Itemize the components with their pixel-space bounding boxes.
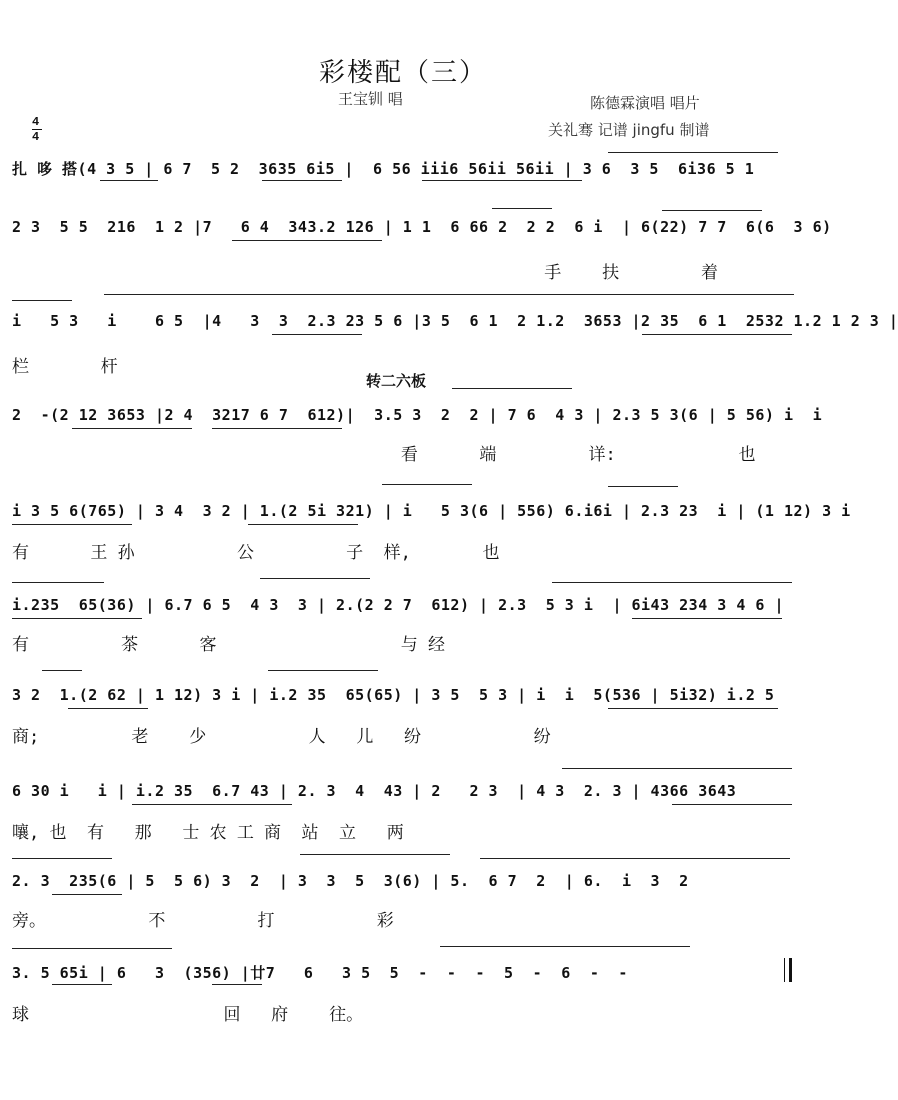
transition-marker: 转二六板 [366,372,427,390]
notes-line: i.235 65(36) | 6.7 6 5 4 3 3 | 2.(2 2 7 612) | 2.3 5 3 i | 6i43 234 3 4 6 | [12,596,784,614]
notes-line: 2 -(2 12 3653 |2 4 3217 6 7 612)| 3.5 3 2 2 | 7 6 4 3 | 2.3 5 3(6 | 5 56) i i [12,406,823,424]
lyrics-line: 旁。 不 打 彩 [12,911,394,931]
lyrics-line: 球 回 府 往。 [12,1005,364,1025]
time-signature-bottom: 4 [32,130,40,144]
transcriber-credit: 关礼骞 记谱 jingfu 制谱 [548,121,710,139]
performer-credit: 陈德霖演唱 唱片 [590,94,700,112]
notes-line: i 5 3 i 6 5 |4 3 3 2.3 23 5 6 |3 5 6 1 2 1.2 3653 |2 35 6 1 2532 1.2 1 2 3 | [12,312,898,330]
singer-credit: 王宝钏 唱 [338,90,403,108]
lyrics-line: 嚷, 也 有 那 士 农 工 商 站 立 两 [12,823,404,843]
notes-line: 2. 3 235(6 | 5 5 6) 3 2 | 3 3 5 3(6) | 5. 6 7 2 | 6. i 3 2 [12,872,689,890]
notes-line: 6 30 i i | i.2 35 6.7 43 | 2. 3 4 43 | 2 2 3 | 4 3 2. 3 | 4366 3643 [12,782,737,800]
notes-line: 3. 5 65i | 6 3 (356) |廿7 6 3 5 5 - - - 5 - 6 - - [12,964,628,982]
notes-line: 2 3 5 5 216 1 2 |7 6 4 343.2 126 | 1 1 6 66 2 2 2 6 i | 6(22) 7 7 6(6 3 6) [12,218,832,236]
time-signature [32,116,42,143]
notes-line: i 3 5 6(765) | 3 4 3 2 | 1.(2 5i 321) | i 5 3(6 | 556) 6.i6i | 2.3 23 i | (1 12) 3 i [12,502,851,520]
notes-line: 3 2 1.(2 62 | 1 12) 3 i | i.2 35 65(65) | 3 5 5 3 | i i 5(536 | 5i32) i.2 5 [12,686,775,704]
lyrics-line: 有 茶 客 与 经 [12,635,445,655]
time-signature-top: 4 [32,115,40,129]
lyrics-line: 有 王 孙 公 子 样, 也 [12,543,500,563]
lyrics-line: 商; 老 少 人 儿 纷 纷 [12,727,551,747]
lyrics-line: 看 端 详: 也 [12,445,756,465]
lyrics-line: 手 扶 着 [12,263,719,283]
lyrics-line: 栏 杆 [12,357,118,377]
notes-line: 扎 哆 搭(4 3 5 | 6 7 5 2 3635 6i5 | 6 56 iii6 56ii 56ii | 3 6 3 5 6i36 5 1 [12,160,755,178]
page-title: 彩楼配（三） [318,58,487,88]
